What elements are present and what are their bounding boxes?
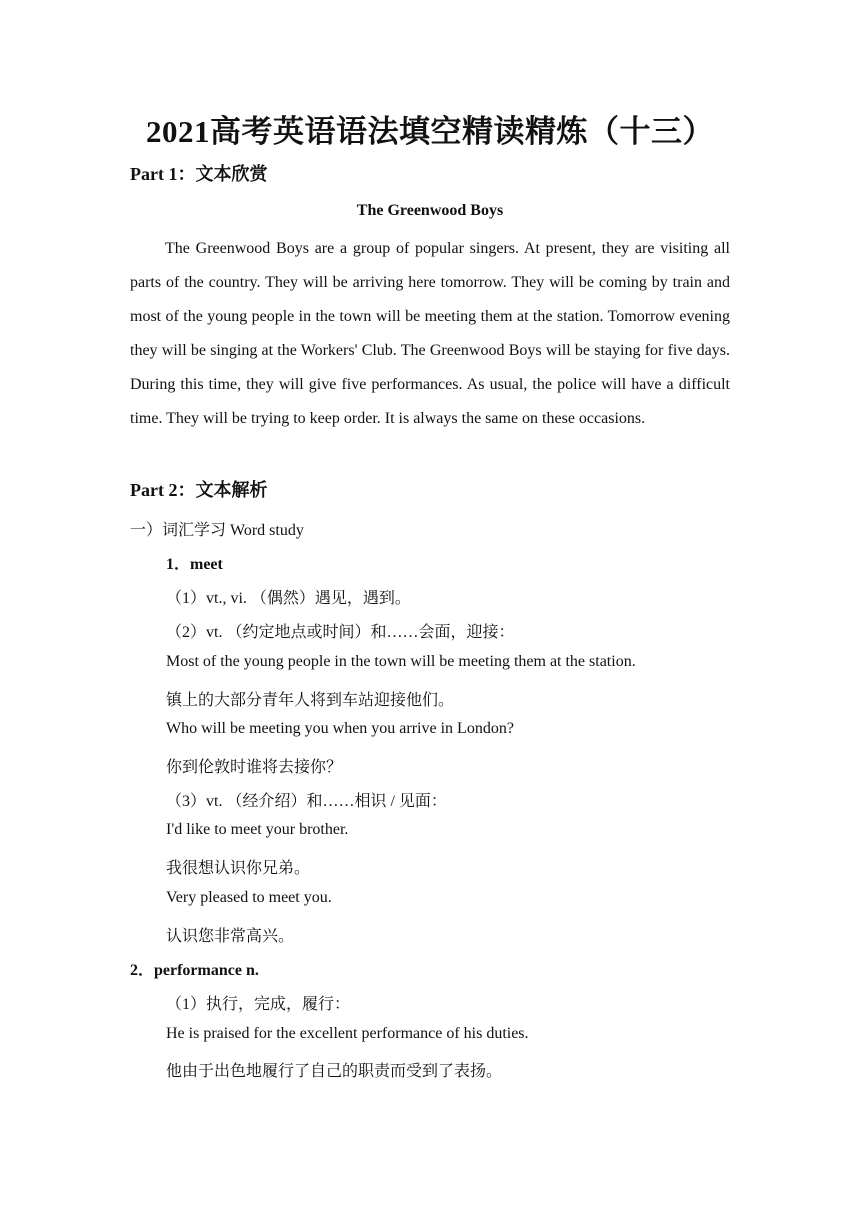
story-paragraph: The Greenwood Boys are a group of popular singers. At present, they are visiting all parts of the country. They will be arriving here tomorrow. They will be coming by train and most of the young people in the town will be meeting them at the station. Tomorrow evening they will be singing at the Workers' Club. The Greenwood Boys will be staying for five days. During this time, they will give five performances. As usual, the police will have a difficult time. They will be trying to keep order. It is always the same on these occasions. <box>130 240 730 427</box>
part2-heading: Part 2：文本解析 <box>130 480 268 500</box>
entry-meet-sense-2: （2）vt. （约定地点或时间）和……会面，迎接： <box>166 624 515 641</box>
entry-performance-heading: 2．performance n. <box>130 962 259 979</box>
example-zh: 我很想认识你兄弟。 <box>166 860 311 877</box>
example-en: Most of the young people in the town will be meeting them at the station. <box>166 653 636 670</box>
example-zh: 你到伦敦时谁将去接你？ <box>166 759 343 776</box>
story-title: The Greenwood Boys <box>356 202 504 219</box>
example-en: He is praised for the excellent performance of his duties. <box>166 1025 529 1042</box>
example-en: Who will be meeting you when you arrive in London? <box>166 720 514 737</box>
example-en: Very pleased to meet you. <box>166 889 332 906</box>
entry-performance-sense-1: （1）执行，完成，履行： <box>166 996 351 1013</box>
document-title: 2021高考英语语法填空精读精炼（十三） <box>146 114 714 149</box>
entry-meet-sense-1: （1）vt., vi. （偶然）遇见，遇到。 <box>166 590 411 607</box>
part1-heading: Part 1：文本欣赏 <box>130 164 268 184</box>
example-zh: 他由于出色地履行了自己的职责而受到了表扬。 <box>166 1063 503 1080</box>
entry-meet-heading: 1．meet <box>166 556 223 573</box>
section-word-study: 一）词汇学习 Word study <box>130 522 304 539</box>
example-en: I'd like to meet your brother. <box>166 821 349 838</box>
example-zh: 镇上的大部分青年人将到车站迎接他们。 <box>166 692 455 709</box>
entry-meet-sense-3: （3）vt. （经介绍）和……相识 / 见面： <box>166 793 447 810</box>
example-zh: 认识您非常高兴。 <box>166 928 295 945</box>
